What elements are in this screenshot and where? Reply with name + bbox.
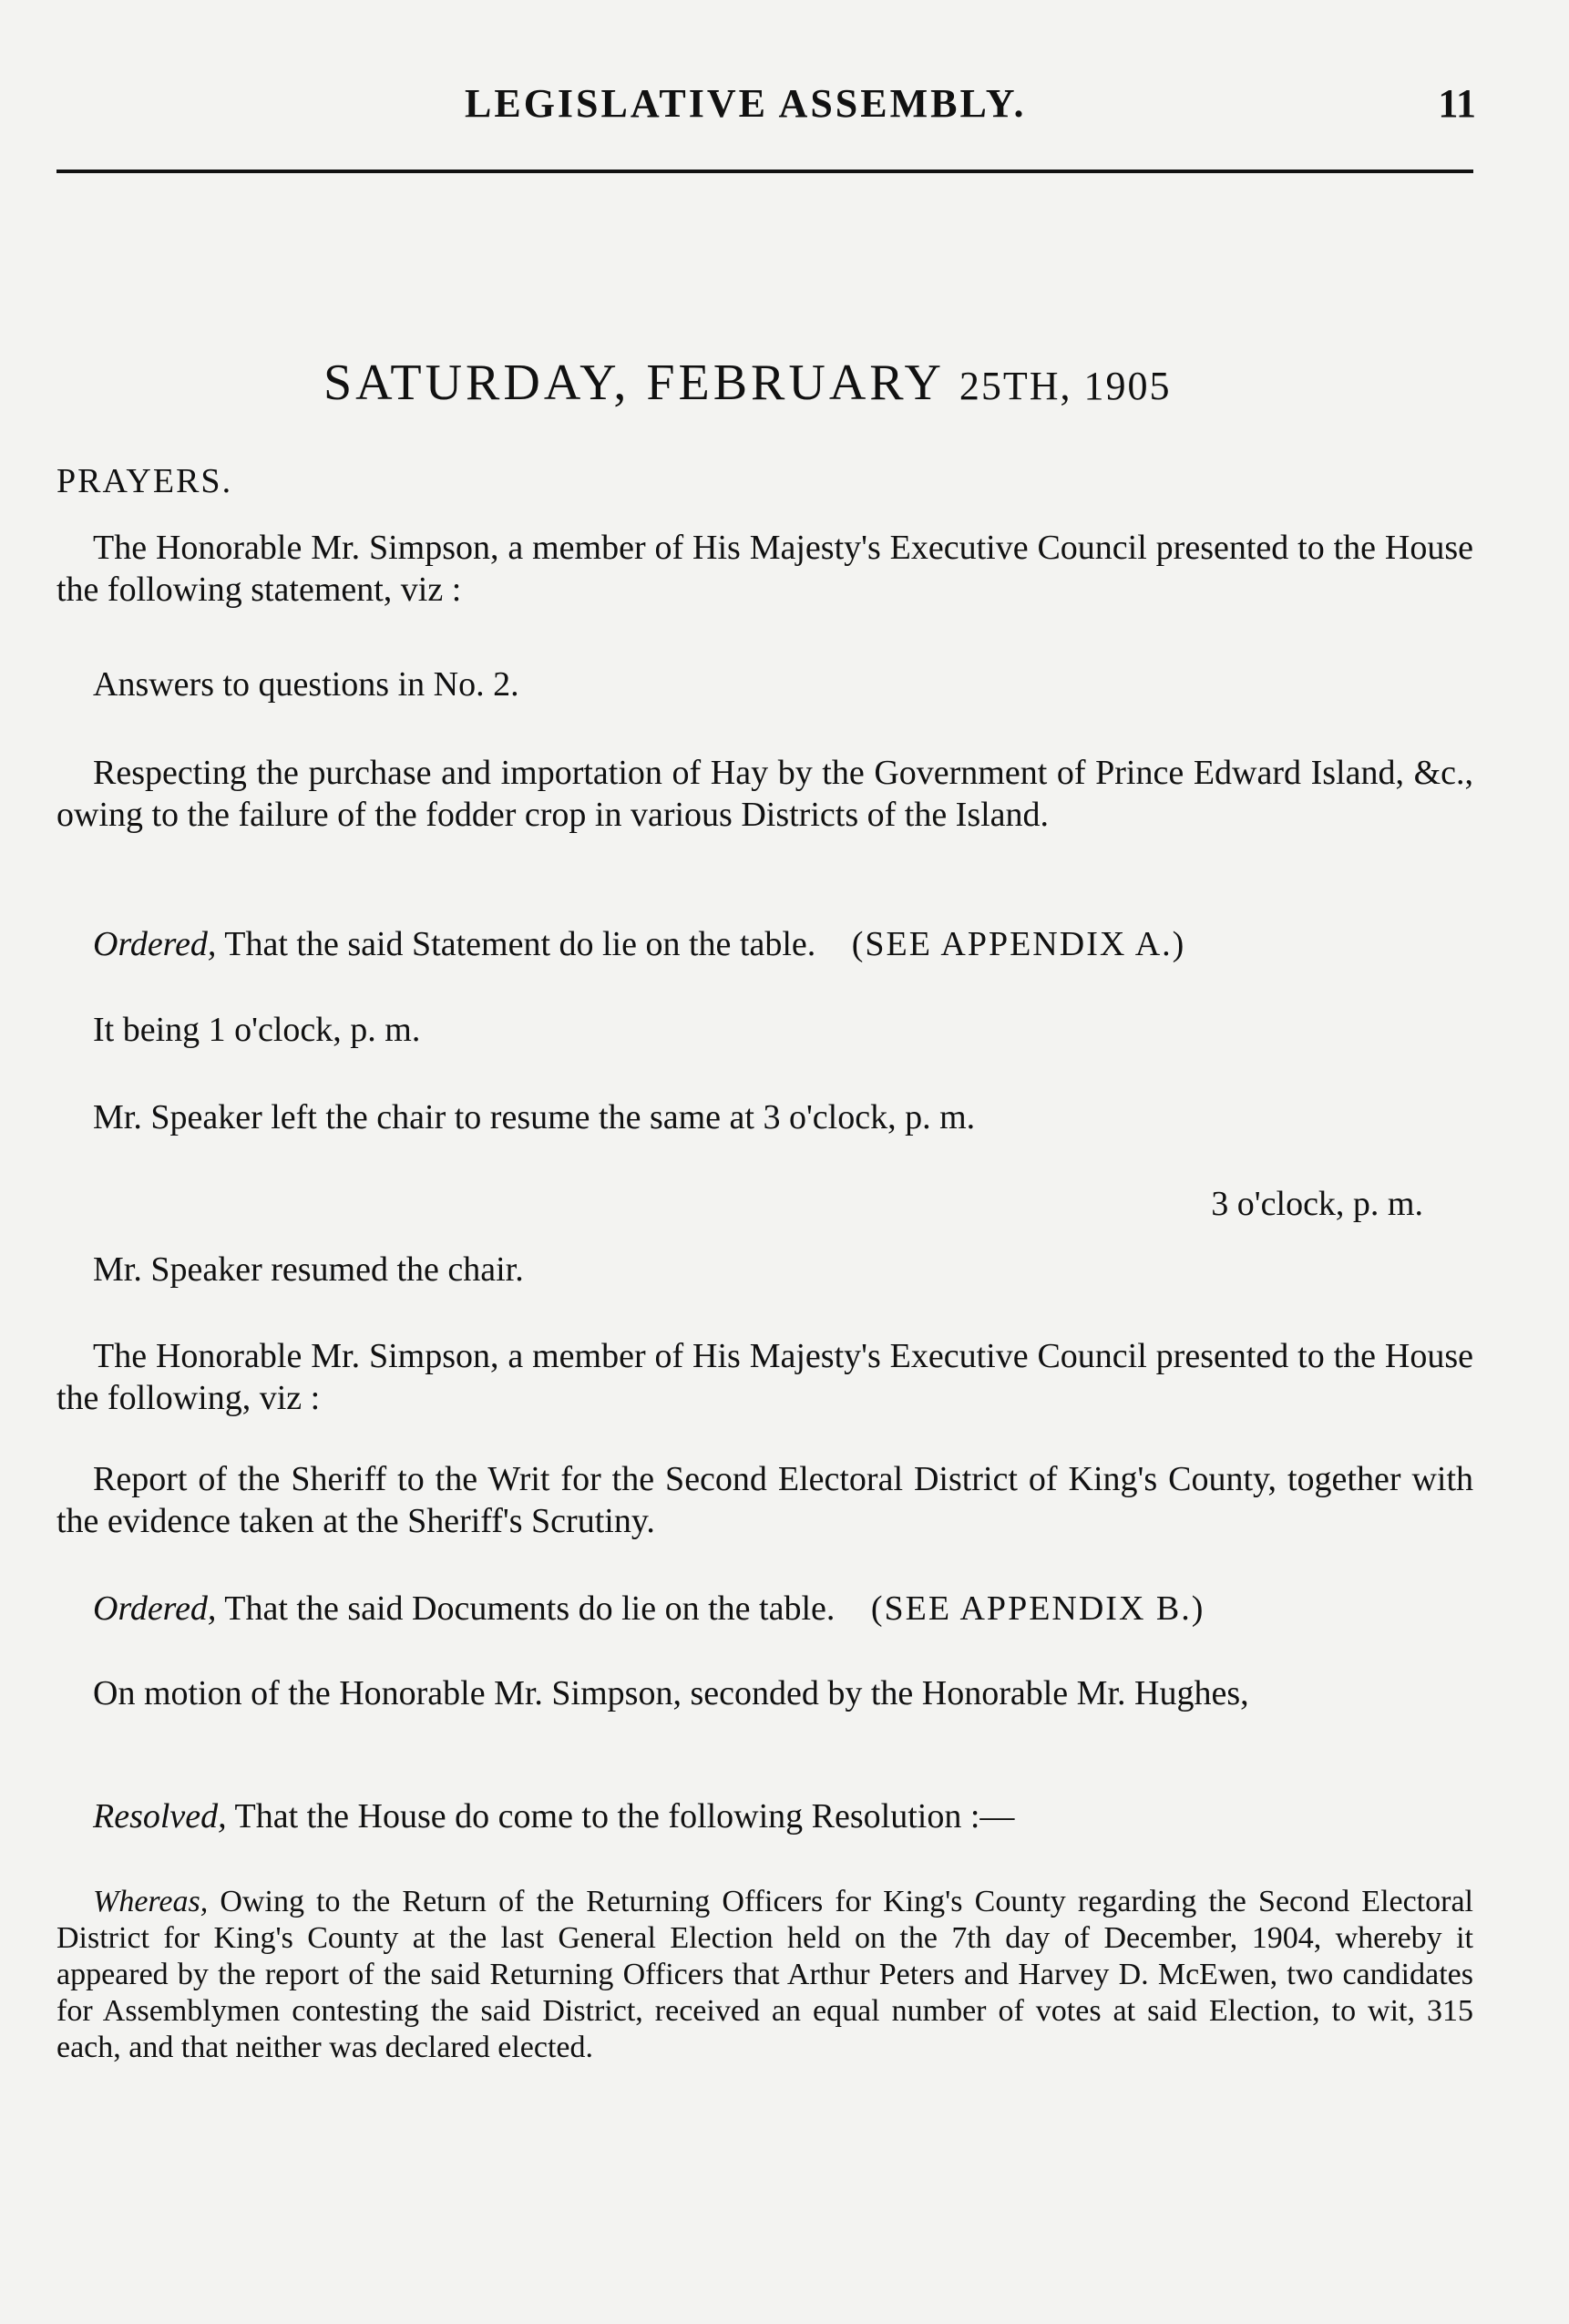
prayers-heading: PRAYERS. xyxy=(56,462,233,500)
paragraph-answers: Answers to questions in No. 2. xyxy=(93,665,519,704)
resolved-text: That the House do come to the following Resolution :— xyxy=(234,1797,1015,1836)
appendix-b-reference: (SEE APPENDIX B.) xyxy=(870,1589,1205,1628)
paragraph-sheriff-report: Report of the Sheriff to the Writ for the Second Electoral District of King's County, together with the evidence taken at the Sheriff's Scrutiny. xyxy=(56,1460,1473,1540)
paragraph-speaker-left: Mr. Speaker left the chair to resume the same at 3 o'clock, p. m. xyxy=(93,1098,976,1136)
paragraph-one-oclock: It being 1 o'clock, p. m. xyxy=(93,1011,421,1049)
running-title: LEGISLATIVE ASSEMBLY. xyxy=(465,81,1027,126)
paragraph-resolved xyxy=(56,1795,1473,1837)
paragraph-statement-intro: The Honorable Mr. Simpson, a member of His Majesty's Executive Council presented to the House the following statement, viz : xyxy=(56,529,1473,609)
page-number: 11 xyxy=(1438,81,1476,126)
ordered-text: That the said Statement do lie on the table. xyxy=(224,925,816,963)
paragraph-ordered-a xyxy=(56,923,1473,965)
whereas-text: Owing to the Return of the Returning Officers for King's County regarding the Second Electoral District for King's County at the last General Election held on the 7th day of December, 1904, whereby it appeared by the report of the said Returning Officers that Arthur Peters and Harvey D. McEwen, two candidates for Assemblymen contesting the said District, received an equal number of votes at said Election, to wit, 315 each, and that neither was declared elected. xyxy=(56,1885,1474,2064)
paragraph-whereas xyxy=(56,1884,1473,2066)
paragraph-speaker-resumed: Mr. Speaker resumed the chair. xyxy=(93,1250,524,1289)
date-heading-day-year: 25TH, 1905 xyxy=(959,364,1172,408)
paragraph-ordered-b xyxy=(56,1588,1473,1630)
resolved-label: Resolved, xyxy=(93,1797,227,1836)
paragraph-hay: Respecting the purchase and importation of Hay by the Government of Prince Edward Island, &c., owing to the failure of the fodder crop in various Districts of the Island. xyxy=(56,754,1473,834)
ordered-label: Ordered, xyxy=(93,925,217,963)
paragraph-three-oclock: 3 o'clock, p. m. xyxy=(1211,1185,1423,1223)
whereas-label: Whereas, xyxy=(93,1885,209,1918)
appendix-a-reference: (SEE APPENDIX A.) xyxy=(851,925,1186,963)
date-heading xyxy=(323,354,1172,412)
page-header xyxy=(55,80,1476,135)
date-heading-main: SATURDAY, FEBRUARY xyxy=(323,355,943,411)
header-rule xyxy=(56,170,1473,173)
paragraph-report-intro: The Honorable Mr. Simpson, a member of His Majesty's Executive Council presented to the House the following, viz : xyxy=(56,1337,1473,1417)
ordered-text: That the said Documents do lie on the table. xyxy=(224,1589,836,1628)
paragraph-motion: On motion of the Honorable Mr. Simpson, seconded by the Honorable Mr. Hughes, xyxy=(93,1674,1249,1712)
ordered-label: Ordered, xyxy=(93,1589,217,1628)
